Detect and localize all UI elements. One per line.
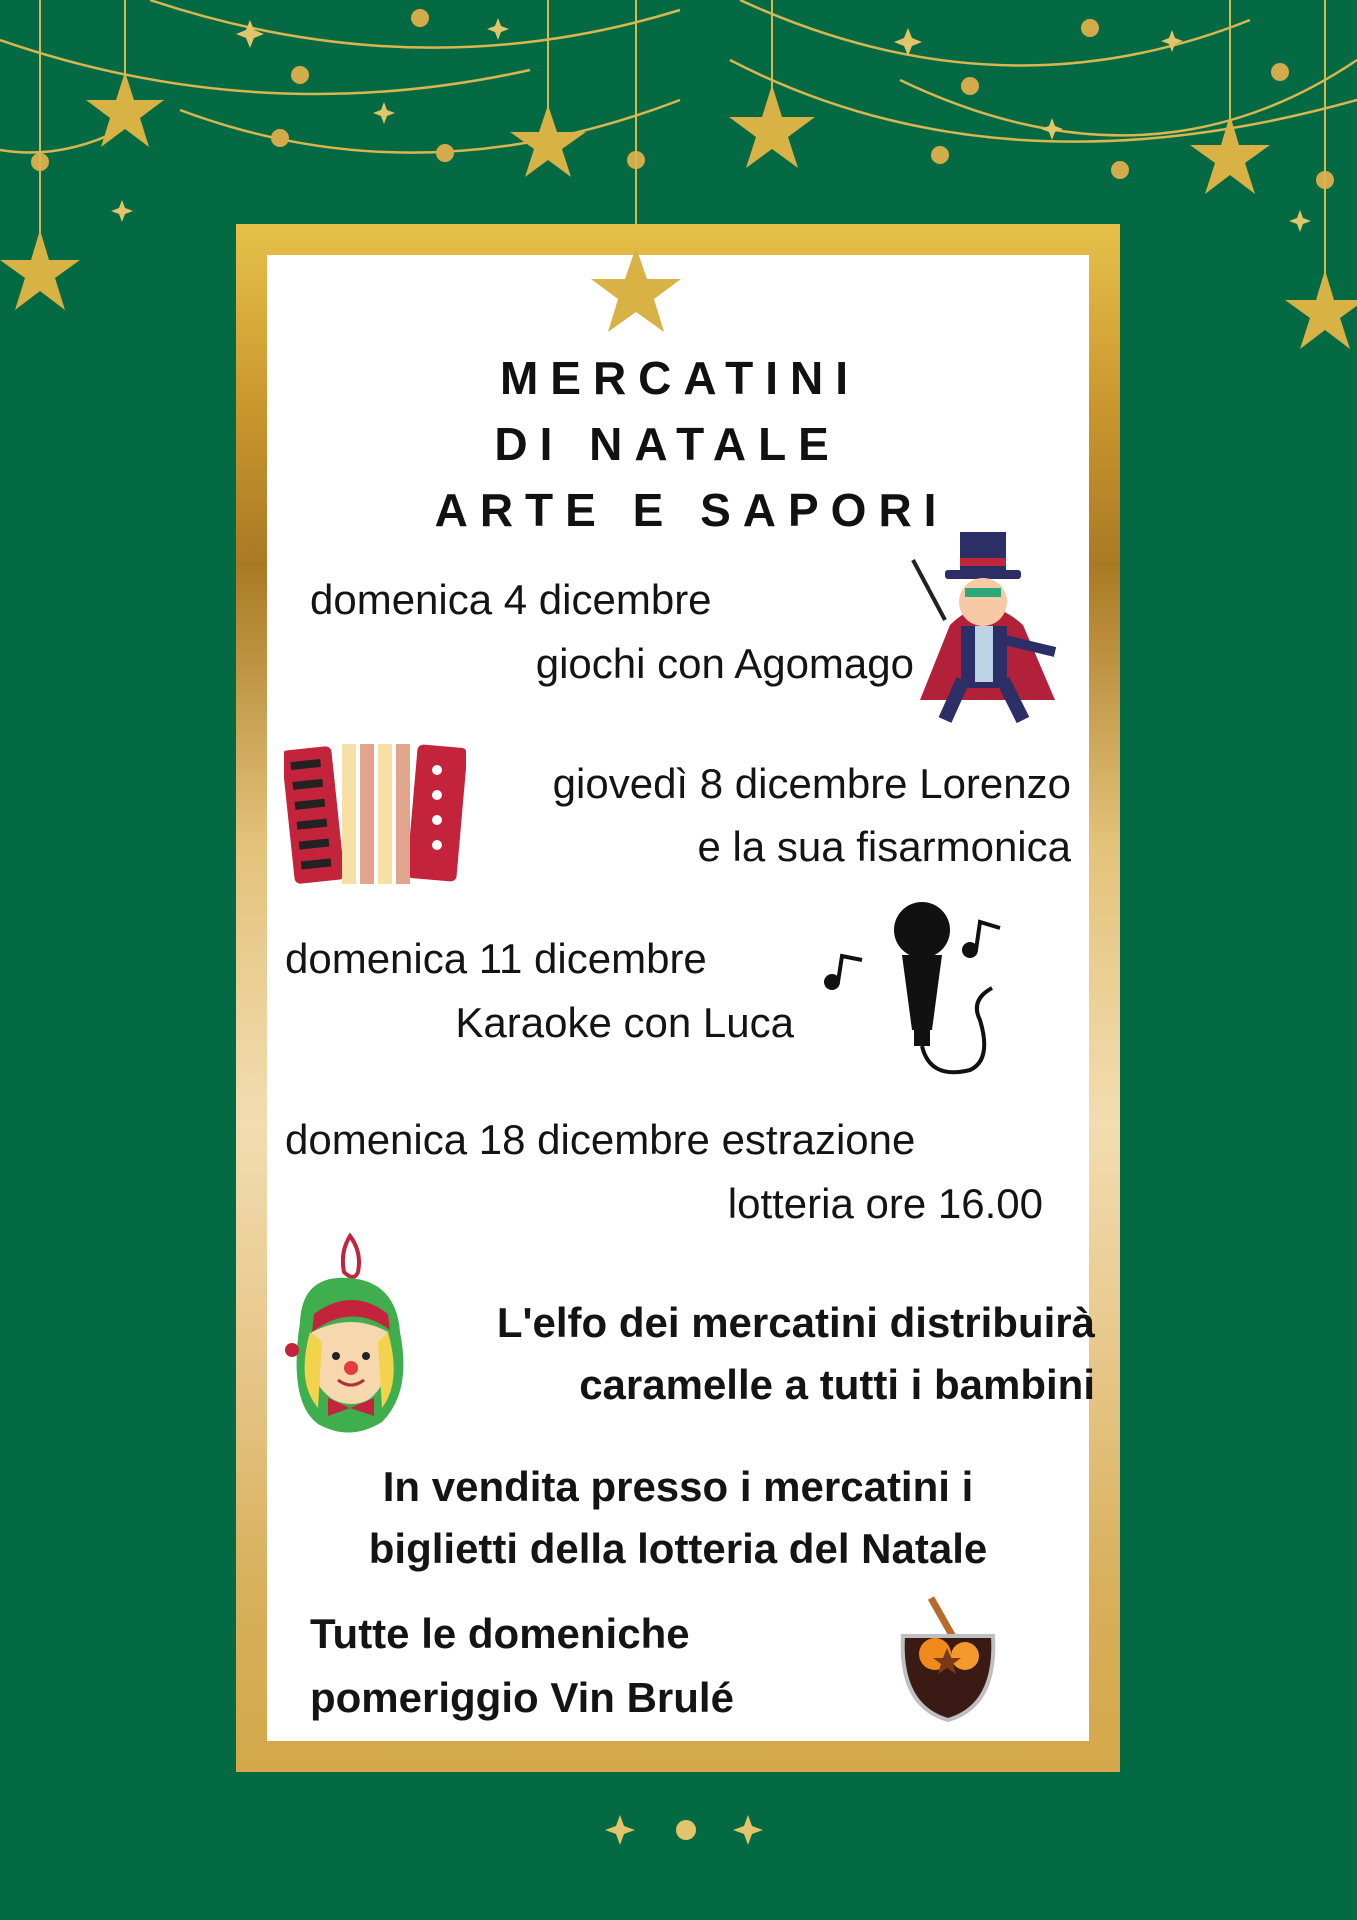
microphone-icon — [820, 900, 1012, 1082]
elfo-line-2: caramelle a tutti i bambini — [579, 1361, 1095, 1408]
accordion-icon — [284, 740, 466, 888]
magician-icon — [905, 530, 1065, 730]
mulled-wine-icon — [895, 1596, 1001, 1726]
title-line-1: MERCATINI — [499, 352, 861, 404]
bottom-decoration — [590, 1805, 770, 1855]
vin-brule-line-1: Tutte le domeniche — [310, 1610, 690, 1657]
elf-ornament-icon — [282, 1232, 416, 1438]
title-line-2: DI NATALE — [494, 418, 866, 470]
lotteria-line-2: biglietti della lotteria del Natale — [368, 1525, 988, 1572]
star-icon — [588, 245, 684, 335]
event-3-line-1: domenica 11 dicembre — [285, 935, 707, 982]
vin-brule-line-2: pomeriggio Vin Brulé — [310, 1674, 734, 1721]
event-1-line-1: domenica 4 dicembre — [310, 576, 712, 623]
elfo-line-1: L'elfo dei mercatini distribuirà — [496, 1299, 1095, 1346]
event-2-line-2: e la sua fisarmonica — [697, 823, 1071, 870]
event-1-line-2: giochi con Agomago — [535, 640, 914, 687]
event-4-line-2: lotteria ore 16.00 — [727, 1180, 1043, 1227]
title-line-3: ARTE E SAPORI — [411, 484, 949, 536]
event-3-line-2: Karaoke con Luca — [455, 999, 794, 1046]
lotteria-line-1: In vendita presso i mercatini i — [382, 1463, 974, 1510]
page-title — [300, 345, 1060, 543]
event-4-line-1: domenica 18 dicembre estrazione — [285, 1116, 916, 1163]
event-2-line-1: giovedì 8 dicembre Lorenzo — [552, 760, 1071, 807]
